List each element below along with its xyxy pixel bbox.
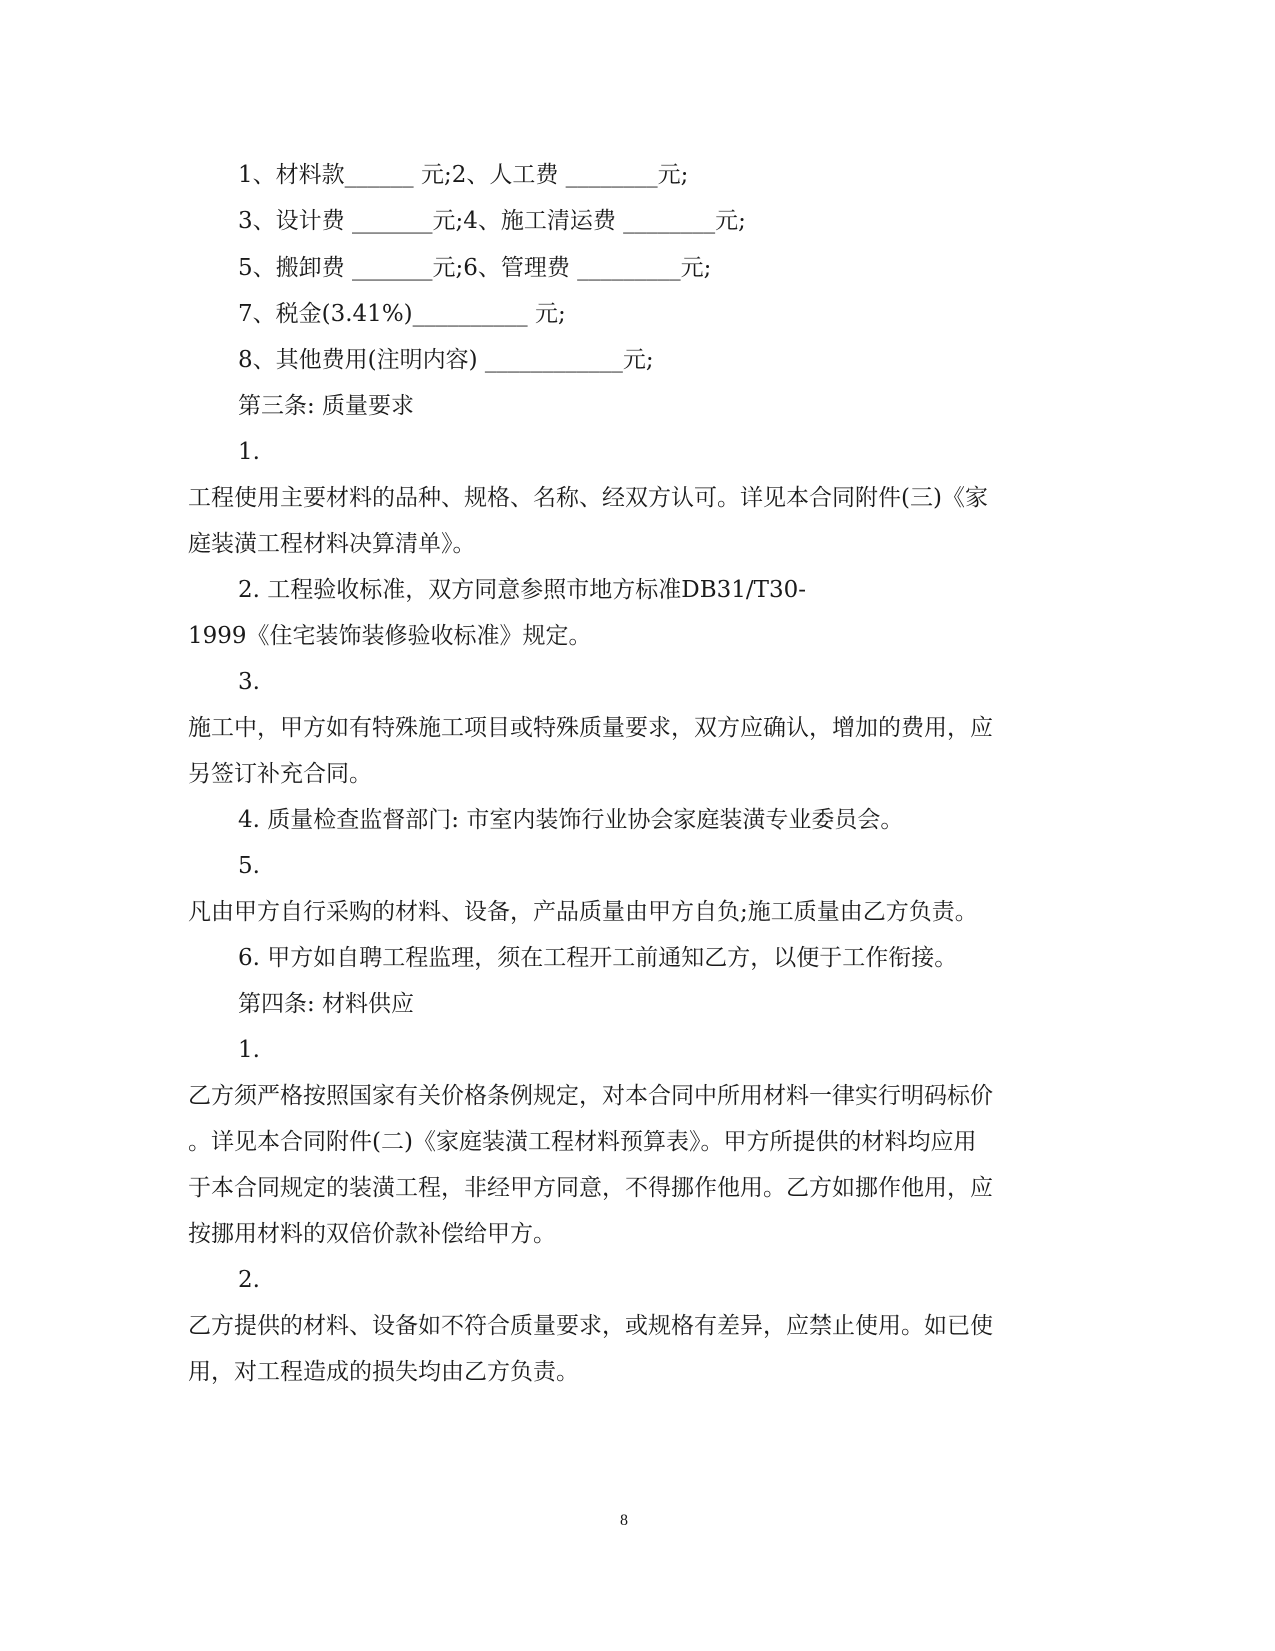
paragraph-line: 6. 甲方如自聘工程监理，须在工程开工前通知乙方，以便于工作衔接。 xyxy=(238,945,958,971)
paragraph-line: 4. 质量检查监督部门: 市室内装饰行业协会家庭装潢专业委员会。 xyxy=(238,807,904,833)
fee-line-3: 5、搬卸费 _______元;6、管理费 _________元; xyxy=(238,255,712,281)
fee-line-1: 1、材料款______ 元;2、人工费 ________元; xyxy=(238,162,689,188)
item-number: 5. xyxy=(238,853,260,879)
paragraph-line: 乙方提供的材料、设备如不符合质量要求，或规格有差异，应禁止使用。如已使 xyxy=(188,1313,993,1339)
item-number: 1. xyxy=(238,439,260,465)
paragraph-line: 工程使用主要材料的品种、规格、名称、经双方认可。详见本合同附件(三)《家 xyxy=(188,485,988,511)
item-number: 2. xyxy=(238,1267,260,1293)
paragraph-line: 另签订补充合同。 xyxy=(188,761,372,787)
paragraph-line: 用，对工程造成的损失均由乙方负责。 xyxy=(188,1359,579,1385)
section-heading-3: 第三条: 质量要求 xyxy=(238,393,415,419)
paragraph-line: 乙方须严格按照国家有关价格条例规定，对本合同中所用材料一律实行明码标价 xyxy=(188,1083,993,1109)
paragraph-line: 。详见本合同附件(二)《家庭装潢工程材料预算表》。甲方所提供的材料均应用 xyxy=(188,1129,977,1155)
item-number: 1. xyxy=(238,1037,260,1063)
section-heading-4: 第四条: 材料供应 xyxy=(238,991,415,1017)
paragraph-line: 2. 工程验收标准，双方同意参照市地方标准DB31/T30- xyxy=(238,577,806,603)
fee-line-2: 3、设计费 _______元;4、施工清运费 ________元; xyxy=(238,208,746,234)
paragraph-line: 凡由甲方自行采购的材料、设备，产品质量由甲方自负;施工质量由乙方负责。 xyxy=(188,899,978,925)
paragraph-line: 1999《住宅装饰装修验收标准》规定。 xyxy=(188,623,592,649)
page-number: 8 xyxy=(620,1512,628,1529)
fee-line-5: 8、其他费用(注明内容) ____________元; xyxy=(238,347,654,373)
paragraph-line: 于本合同规定的装潢工程，非经甲方同意，不得挪作他用。乙方如挪作他用，应 xyxy=(188,1175,993,1201)
fee-line-4: 7、税金(3.41%)__________ 元; xyxy=(238,301,566,327)
item-number: 3. xyxy=(238,669,260,695)
paragraph-line: 按挪用材料的双倍价款补偿给甲方。 xyxy=(188,1221,556,1247)
paragraph-line: 施工中，甲方如有特殊施工项目或特殊质量要求，双方应确认，增加的费用，应 xyxy=(188,715,993,741)
paragraph-line: 庭装潢工程材料决算清单》。 xyxy=(188,531,476,557)
